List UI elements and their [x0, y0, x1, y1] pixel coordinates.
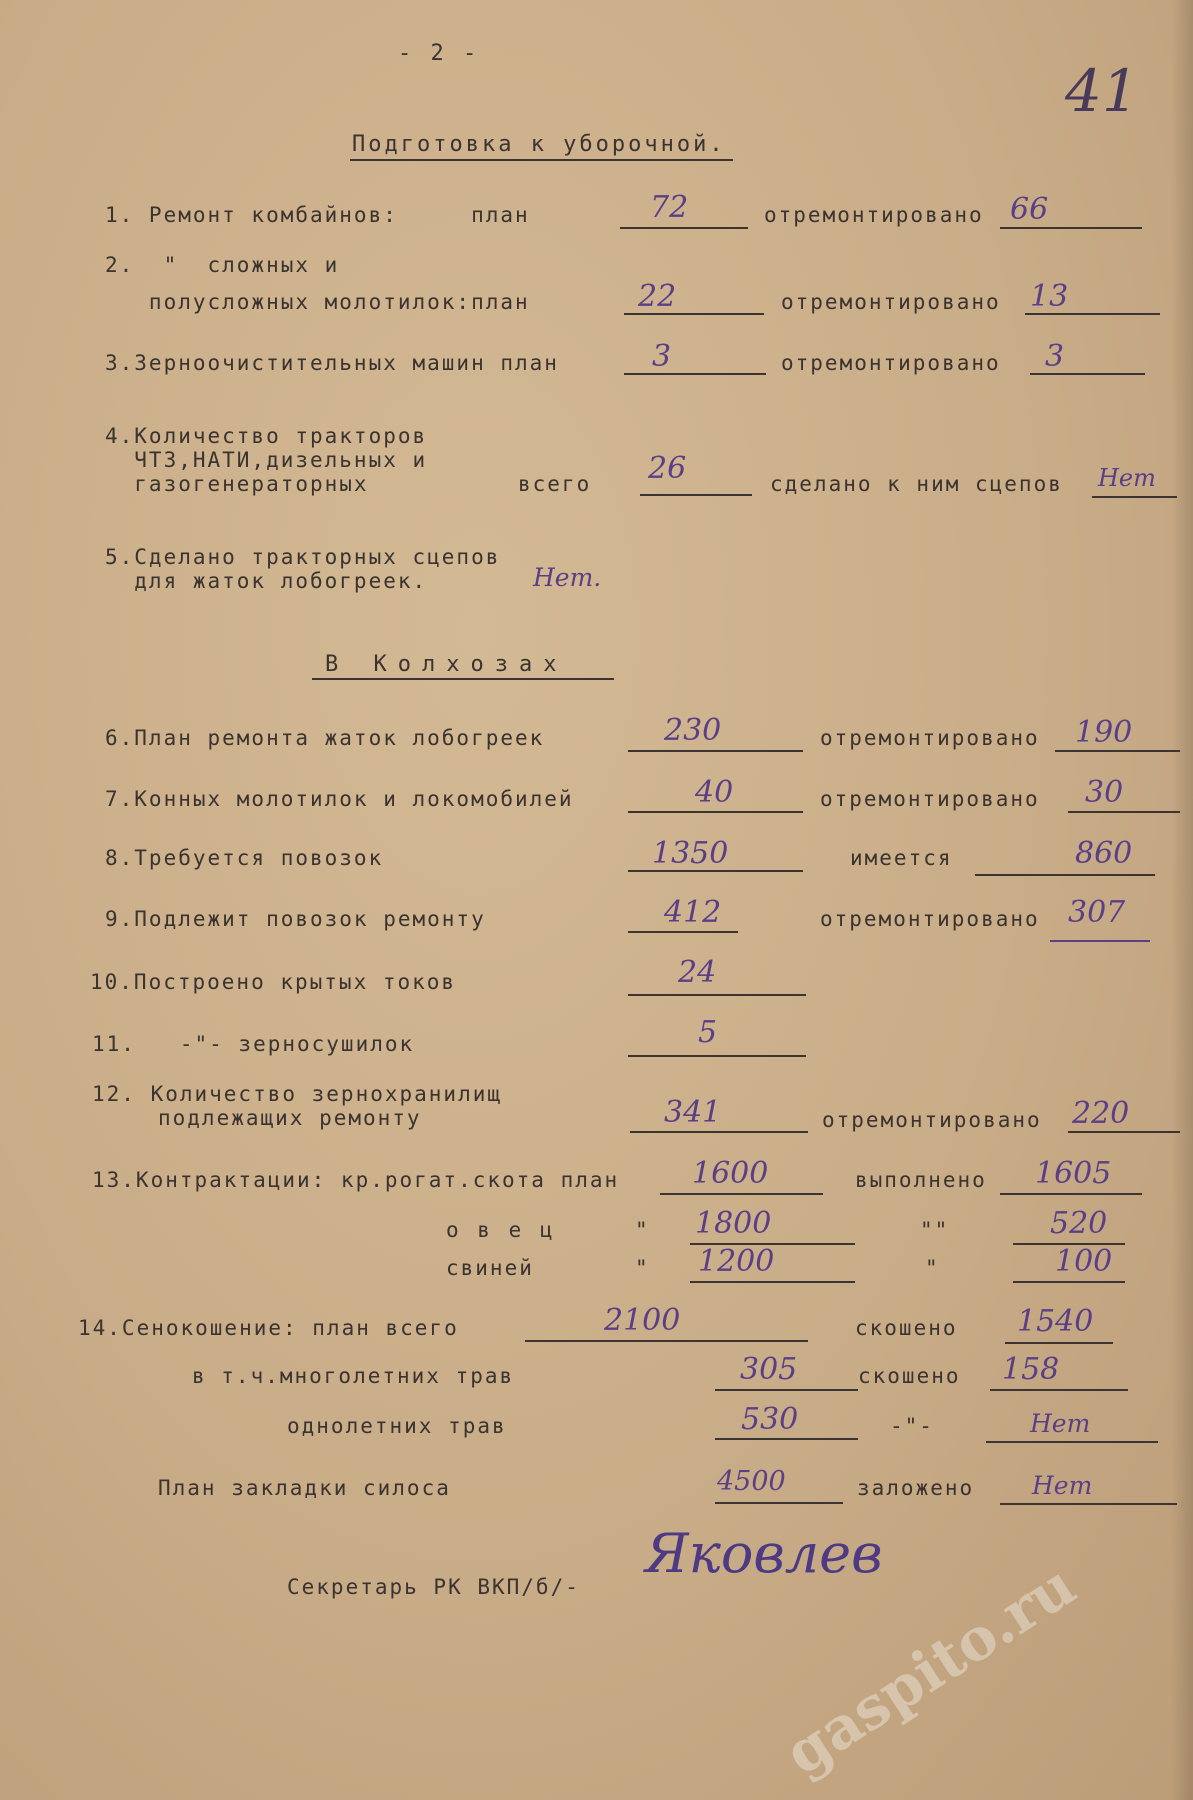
silage-plan: 4500	[717, 1466, 786, 1497]
item-4-total-label: всего	[518, 472, 592, 496]
contract-cattle-plan: 1600	[692, 1156, 769, 1191]
silage-label: План закладки силоса	[158, 1476, 451, 1500]
item-2-done-label: отремонтировано	[781, 290, 1001, 314]
item-8-plan: 1350	[652, 836, 729, 871]
line	[986, 1441, 1158, 1443]
ditto-mark: ""	[920, 1218, 950, 1242]
item-4-label-line2: ЧТЗ,НАТИ,дизельных и	[105, 448, 428, 472]
line	[1068, 811, 1180, 813]
section-title-harvest: Подготовка к уборочной.	[352, 132, 726, 157]
page-edge-shadow	[1171, 0, 1193, 1800]
item-1-label: 1. Ремонт комбайнов: план	[105, 203, 530, 227]
line	[624, 373, 766, 375]
item-4-done: Нет	[1098, 464, 1156, 492]
line	[990, 1389, 1128, 1391]
perennial-label: в т.ч.многолетних трав	[192, 1364, 515, 1388]
item-9-label: 9.Подлежит повозок ремонту	[105, 907, 486, 931]
item-3-plan: 3	[652, 339, 672, 374]
contract-cattle-done: 1605	[1035, 1156, 1112, 1191]
line	[1050, 940, 1150, 942]
item-2-plan: 22	[638, 279, 677, 314]
perennial-plan: 305	[740, 1352, 798, 1387]
line	[1013, 1281, 1125, 1283]
item-6-label: 6.План ремонта жаток лобогреек	[105, 726, 545, 750]
item-11-value: 5	[698, 1015, 718, 1050]
item-12-done: 220	[1072, 1096, 1130, 1131]
section-title-kolkhozes: В Колхозах	[325, 652, 568, 677]
line	[1005, 1342, 1113, 1344]
item-3-label: 3.Зерноочистительных машин план	[105, 351, 559, 375]
item-1-plan: 72	[650, 190, 689, 225]
item-8-label: 8.Требуется повозок	[105, 846, 384, 870]
annual-done: Нет	[1030, 1409, 1091, 1438]
line	[628, 994, 806, 996]
line	[624, 313, 764, 315]
item-9-done: 307	[1068, 895, 1126, 930]
contract-pigs-done: 100	[1055, 1244, 1113, 1279]
item-4-done-label: сделано к ним сцепов	[770, 472, 1063, 496]
item-4-total: 26	[648, 451, 687, 486]
signature-title: Секретарь РК ВКП/б/-	[287, 1575, 580, 1599]
ditto-mark: "	[925, 1256, 940, 1280]
perennial-done-label: скошено	[858, 1364, 961, 1388]
page-number: - 2 -	[398, 41, 480, 66]
line	[715, 1438, 858, 1440]
line	[628, 1055, 806, 1057]
line	[1030, 373, 1145, 375]
item-8-done-label: имеется	[850, 846, 953, 870]
hay-done-label: скошено	[855, 1316, 958, 1340]
title-underline	[312, 678, 614, 680]
line	[620, 227, 748, 229]
item-7-done: 30	[1085, 775, 1124, 810]
item-3-done-label: отремонтировано	[781, 351, 1001, 375]
line	[1000, 1503, 1177, 1505]
ditto-mark: "	[635, 1256, 650, 1280]
contract-pigs-label: свиней	[446, 1256, 534, 1280]
item-14-label: 14.Сенокошение: план всего	[78, 1316, 459, 1340]
handwritten-signature: Яковлев	[645, 1522, 883, 1585]
line	[628, 811, 803, 813]
line	[1025, 313, 1160, 315]
line	[525, 1340, 808, 1342]
item-5-label-line1: 5.Сделано тракторных сцепов	[105, 545, 501, 569]
line	[690, 1281, 855, 1283]
item-11-label: 11. -"- зерносушилок	[92, 1032, 415, 1056]
line	[630, 1131, 808, 1133]
hay-plan-total: 2100	[604, 1303, 681, 1338]
item-2-done: 13	[1030, 279, 1069, 314]
item-12-done-label: отремонтировано	[822, 1108, 1042, 1132]
item-10-value: 24	[678, 955, 717, 990]
item-1-done: 66	[1010, 192, 1049, 227]
item-2-label-line2: полусложных молотилок:план	[105, 290, 530, 314]
line	[628, 750, 803, 752]
hay-done-total: 1540	[1017, 1304, 1094, 1339]
line	[715, 1502, 843, 1504]
item-6-plan: 230	[664, 713, 722, 748]
silage-done: Нет	[1032, 1471, 1093, 1500]
line	[1000, 1193, 1142, 1195]
item-2-label-line1: 2. " сложных и	[105, 253, 340, 277]
watermark: gaspito.ru	[772, 1550, 1088, 1788]
line	[628, 931, 738, 933]
contract-sheep-plan: 1800	[695, 1206, 772, 1241]
perennial-done: 158	[1002, 1352, 1060, 1387]
annual-plan: 530	[741, 1402, 799, 1437]
title-underline	[350, 159, 733, 161]
line	[628, 870, 803, 872]
line	[715, 1389, 858, 1391]
item-4-label-line1: 4.Количество тракторов	[105, 424, 428, 448]
silage-done-label: заложено	[857, 1476, 975, 1500]
item-10-label: 10.Построено крытых токов	[90, 970, 457, 994]
line	[975, 874, 1155, 876]
item-9-done-label: отремонтировано	[820, 907, 1040, 931]
annual-done-label: -"-	[890, 1414, 934, 1438]
line	[660, 1193, 823, 1195]
contract-sheep-done: 520	[1050, 1206, 1108, 1241]
item-7-plan: 40	[695, 775, 734, 810]
item-8-done: 860	[1075, 836, 1133, 871]
item-13-done-label: выполнено	[855, 1168, 987, 1192]
item-6-done: 190	[1075, 715, 1133, 750]
item-12-label-line1: 12. Количество зернохранилищ	[92, 1082, 503, 1106]
item-5-value: Нет.	[533, 563, 602, 592]
item-6-done-label: отремонтировано	[820, 726, 1040, 750]
item-9-plan: 412	[664, 895, 722, 930]
item-12-plan: 341	[664, 1095, 722, 1130]
contract-pigs-plan: 1200	[698, 1244, 775, 1279]
line	[1055, 750, 1180, 752]
item-12-label-line2: подлежащих ремонту	[158, 1106, 422, 1130]
line	[1092, 496, 1177, 498]
item-13-label: 13.Контрактации: кр.рогат.скота план	[92, 1168, 620, 1192]
item-1-done-label: отремонтировано	[764, 203, 984, 227]
line	[1068, 1131, 1180, 1133]
line	[640, 494, 752, 496]
item-3-done: 3	[1045, 339, 1065, 374]
item-4-label-line3: газогенераторных	[105, 472, 369, 496]
ditto-mark: "	[635, 1218, 650, 1242]
item-5-label-line2: для жаток лобогреек.	[105, 569, 428, 593]
annual-label: однолетних трав	[287, 1414, 507, 1438]
item-7-done-label: отремонтировано	[820, 787, 1040, 811]
item-7-label: 7.Конных молотилок и локомобилей	[105, 787, 574, 811]
contract-sheep-label: о в е ц	[446, 1218, 556, 1242]
line	[1000, 227, 1142, 229]
archive-folio-number: 41	[1065, 57, 1139, 125]
